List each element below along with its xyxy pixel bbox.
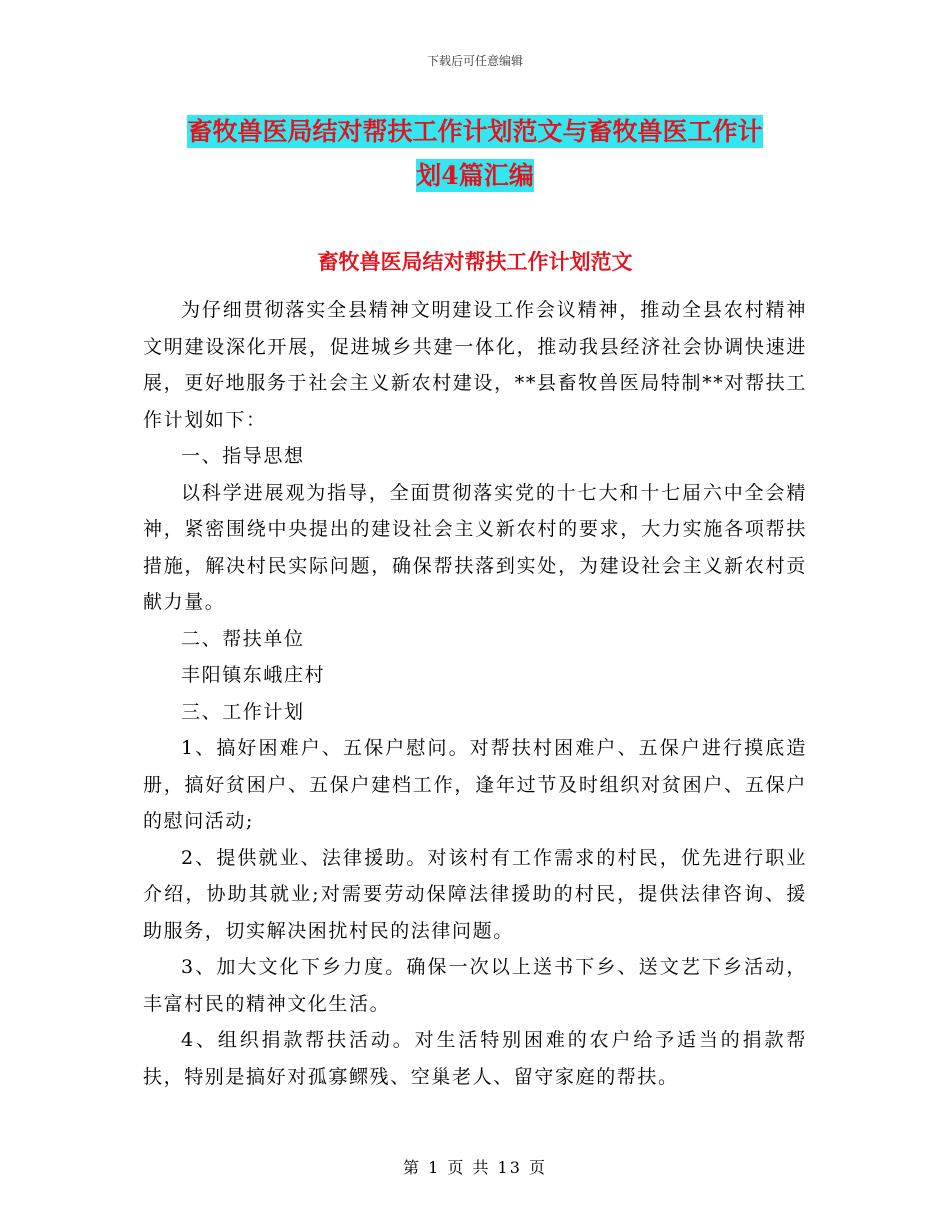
document-title-line-2: 划4篇汇编 (416, 161, 534, 190)
heading-assisted-unit: 二、帮扶单位 (181, 627, 305, 650)
paragraph-plan-item-1: 1、搞好困难户、五保户慰问。对帮扶村困难户、五保户进行摸底造册，搞好贫困户、五保户建档工作，逢年过节及时组织对贫困户、五保户的慰问活动; (143, 737, 807, 832)
section-title: 畜牧兽医局结对帮扶工作计划范文 (317, 249, 633, 274)
paragraph-guiding-ideology: 以科学进展观为指导，全面贯彻落实党的十七大和十七届六中全会精神，紧密围绕中央提出的建设社会主义新农村的要求，大力实施各项帮扶措施，解决村民实际问题，确保帮扶落到实处，为建设社会主义新农村贡献力量。 (143, 481, 807, 613)
paragraph-plan-item-3: 3、加大文化下乡力度。确保一次以上送书下乡、送文艺下乡活动，丰富村民的精神文化生活。 (143, 956, 807, 1015)
paragraph-intro: 为仔细贯彻落实全县精神文明建设工作会议精神，推动全县农村精神文明建设深化开展，促进城乡共建一体化，推动我县经济社会协调快速进展，更好地服务于社会主义新农村建设，**县畜牧兽医局特制**对帮扶工作计划如下： (143, 299, 807, 431)
paragraph-assisted-unit: 丰阳镇东峨庄村 (181, 664, 326, 686)
heading-work-plan: 三、工作计划 (181, 700, 305, 723)
heading-guiding-ideology: 一、指导思想 (181, 445, 305, 467)
page-footer: 第 1 页 共 13 页 (403, 1158, 547, 1177)
document-body (143, 292, 807, 1095)
document-title-line-1: 畜牧兽医局结对帮扶工作计划范文与畜牧兽医工作计 (187, 117, 763, 146)
paragraph-plan-item-2: 2、提供就业、法律援助。对该村有工作需求的村民，优先进行职业介绍，协助其就业;对需要劳动保障法律援助的村民，提供法律咨询、援助服务，切实解决困扰村民的法律问题。 (143, 846, 807, 942)
document-title (0, 110, 950, 198)
paragraph-plan-item-4: 4、组织捐款帮扶活动。对生活特别困难的农户给予适当的捐款帮扶，特别是搞好对孤寡鳏残、空巢老人、留守家庭的帮扶。 (143, 1029, 807, 1088)
header-note: 下载后可任意编辑 (426, 54, 523, 68)
